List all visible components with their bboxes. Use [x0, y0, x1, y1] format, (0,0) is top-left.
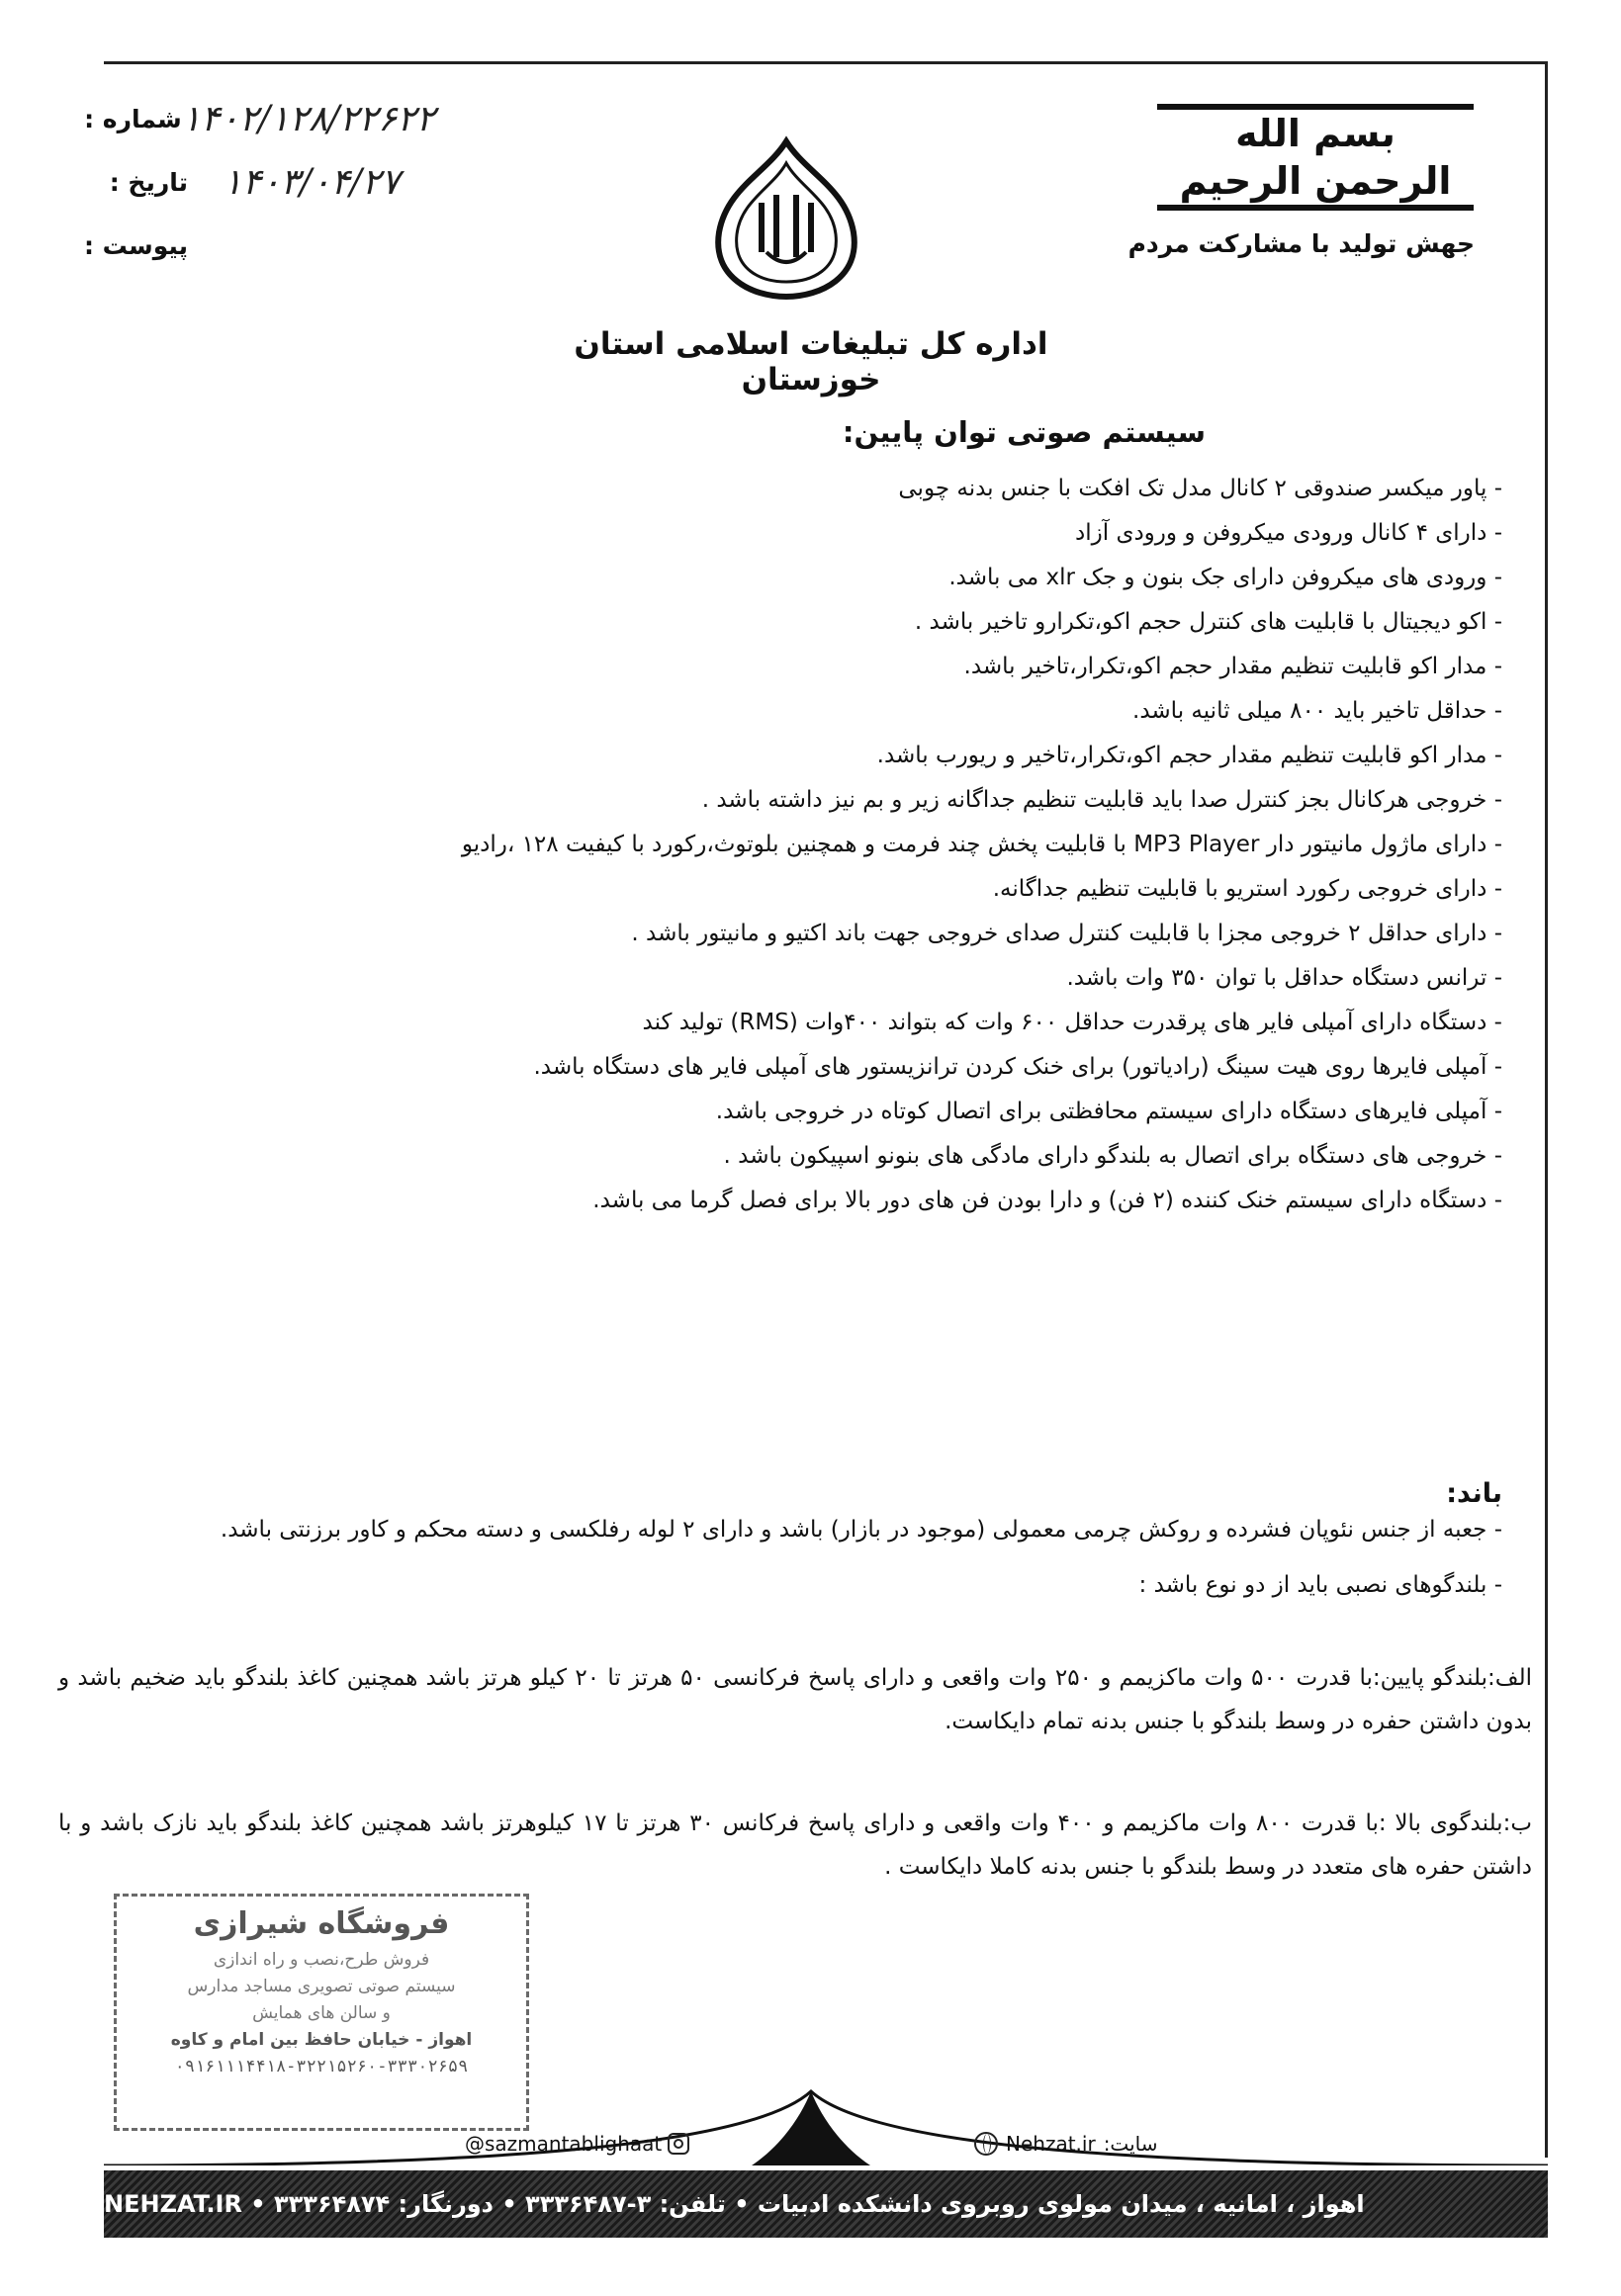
spec-item: - خروجی های دستگاه برای اتصال به بلندگو دارای مادگی های بنونو اسپیکون باشد . — [723, 1143, 1502, 1169]
paragraph-low-speaker: الف:بلندگو پایین:با قدرت ۵۰۰ وات ماکزیمم و ۲۵۰ وات واقعی و دارای پاسخ فرکانسی ۵۰ هرتز تا ۲۰ کیلو هرتز باشد همچنین کاغذ بلندگو باید ضخیم باشد و بدون داشتن حفره در وسط بلندگو با جنس بدنه تمام دایکاست. — [58, 1665, 1532, 1734]
attachment-row — [49, 214, 435, 277]
stamp-title: فروشگاه شیرازی — [193, 1906, 450, 1941]
frame-top-line — [104, 61, 1548, 64]
footer-address-text: اهواز ، امانیه ، میدان مولوی روبروی دانشکده ادبیات • تلفن: ۳-۳۳۳۶۴۸۷ • دورنگار: ۳۳۳۶۴۸۷۴ • NEHZAT.IR — [104, 2190, 1365, 2218]
website-link[interactable] — [974, 2132, 1157, 2156]
number-row — [49, 87, 435, 150]
number-value: ۱۴۰۲/۱۲۸/۲۲۶۲۲ — [181, 98, 435, 139]
spec-item: - مدار اکو قابلیت تنظیم مقدار حجم اکو،تکرار،تاخیر باشد. — [963, 654, 1502, 679]
spec-item: - اکو دیجیتال با قابلیت های کنترل حجم اکو،تکرارو تاخیر باشد . — [914, 609, 1502, 635]
spec-list — [78, 473, 1502, 1229]
spec-item: - حداقل تاخیر باید ۸۰۰ میلی ثانیه باشد. — [1132, 698, 1502, 724]
speaker-spec-list — [58, 1513, 1502, 1624]
stamp-line: و سالن های همایش — [252, 2003, 391, 2023]
bismillah-text: بسم الله الرحمن الرحیم — [1157, 104, 1474, 211]
attachment-label: پیوست : — [83, 230, 188, 260]
footer-curve-decoration — [0, 2086, 1621, 2165]
spec-item: - مدار اکو قابلیت تنظیم مقدار حجم اکو،تکرار،تاخیر و ریورب باشد. — [876, 743, 1502, 768]
footer-address-bar — [104, 2170, 1548, 2238]
spec-item: - دستگاه دارای سیستم خنک کننده (۲ فن) و دارا بودن فن های دور بالا برای فصل گرما می باشد. — [592, 1188, 1502, 1213]
letter-meta — [49, 87, 435, 277]
social-handle-text[interactable]: @sazmantablighaat — [465, 2132, 663, 2156]
date-value: ۱۴۰۳/۰۴/۲۷ — [223, 161, 401, 203]
speaker-spec-item: - بلندگوهای نصبی باید از دو نوع باشد : — [1138, 1572, 1502, 1598]
date-row — [49, 150, 435, 214]
spec-item: - خروجی هرکانال بجز کنترل صدا باید قابلیت تنظیم جداگانه زیر و بم نیز داشته باشد . — [701, 787, 1502, 813]
stamp-address: اهواز - خیابان حافظ بین امام و کاوه — [170, 2030, 473, 2050]
spec-item: - آمپلی فایرهای دستگاه دارای سیستم محافظتی برای اتصال کوتاه در خروجی باشد. — [715, 1099, 1502, 1124]
stamp-line: فروش طرح،نصب و راه اندازی — [213, 1950, 430, 1970]
number-label: شماره : — [84, 104, 182, 133]
spec-item: - دارای خروجی رکورد استریو با قابلیت تنظیم جداگانه. — [992, 876, 1502, 902]
slogan: جهش تولید با مشارکت مردم — [1127, 229, 1475, 258]
organization-emblem-icon — [707, 133, 865, 302]
stamp-line: سیستم صوتی تصویری مساجد مدارس — [187, 1977, 456, 1996]
date-label: تاریخ : — [109, 167, 188, 197]
social-handle[interactable] — [465, 2132, 689, 2156]
paragraph-high-speaker: ب:بلندگوی بالا :با قدرت ۸۰۰ وات ماکزیمم و ۴۰۰ وات واقعی و دارای پاسخ فرکانس ۳۰ هرتز تا ۱۷ کیلوهرتز باشد همچنین کاغذ بلندگو باید نازک باشد و با داشتن حفره های متعدد در وسط بلندگو با جنس بدنه کاملا دایکاست . — [58, 1810, 1532, 1880]
spec-item: - دارای ۴ کانال ورودی میکروفن و ورودی آزاد — [1075, 520, 1502, 546]
globe-icon — [974, 2132, 998, 2156]
bismillah-calligraphy — [1157, 104, 1474, 203]
spec-item: - ورودی های میکروفن دارای جک بنون و جک xlr می باشد. — [948, 565, 1502, 590]
stamp-phone: ۰۹۱۶۱۱۱۴۴۱۸-۳۲۲۱۵۲۶۰-۳۳۳۰۲۶۵۹ — [174, 2057, 469, 2076]
organization-title: اداره کل تبلیغات اسلامی استان خوزستان — [574, 326, 1048, 397]
spec-item: - آمپلی فایرها روی هیت سینگ (رادیاتور) برای خنک کردن ترانزیستور های آمپلی فایر های دستگاه باشد. — [533, 1054, 1502, 1080]
frame-right-line — [1545, 61, 1548, 2158]
site-label: سایت: — [1103, 2132, 1158, 2156]
spec-item: - پاور میکسر صندوقی ۲ کانال مدل تک افکت با جنس بدنه چوبی — [898, 476, 1502, 501]
spec-item: - دارای ماژول مانیتور دار MP3 Player با قابلیت پخش چند فرمت و همچنین بلوتوث،رکورد با کیفیت ۱۲۸ ،رادیو — [461, 832, 1502, 857]
section-heading-low-power: سیستم صوتی توان پایین: — [842, 415, 1206, 449]
spec-item: - دارای حداقل ۲ خروجی مجزا با قابلیت کنترل صدای خروجی جهت باند اکتیو و مانیتور باشد . — [631, 921, 1502, 946]
speaker-spec-item: - جعبه از جنس نئوپان فشرده و روکش چرمی معمولی (موجود در بازار) باشد و دارای ۲ لوله رفلکسی و دسته محکم و کاور برزنتی باشد. — [220, 1517, 1502, 1543]
section-heading-speaker: باند: — [1446, 1478, 1502, 1509]
site-url[interactable]: Nehzat.ir — [1006, 2132, 1096, 2156]
instagram-icon — [668, 2133, 689, 2155]
spec-item: - ترانس دستگاه حداقل با توان ۳۵۰ وات باشد. — [1066, 965, 1502, 991]
spec-item: - دستگاه دارای آمپلی فایر های پرقدرت حداقل ۶۰۰ وات که بتواند ۴۰۰وات (RMS) تولید کند — [642, 1010, 1502, 1035]
